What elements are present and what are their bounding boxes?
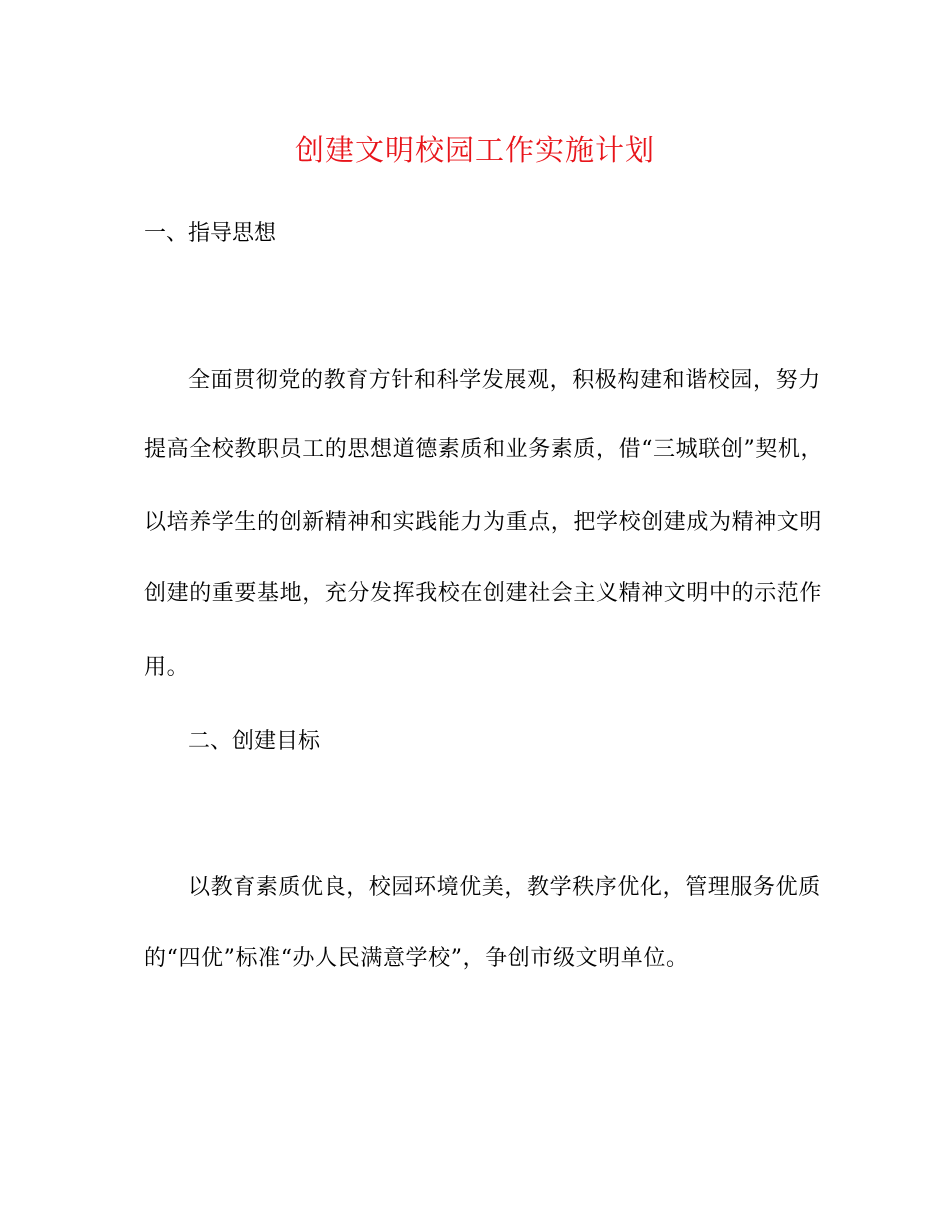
paragraph-line: 提高全校教职员工的思想道德素质和业务素质，借“三城联创”契机， xyxy=(144,437,824,462)
paragraph-line: 以教育素质优良，校园环境优美，教学秩序优化，管理服务优质 xyxy=(188,875,821,900)
section-heading-creation-goals: 二、创建目标 xyxy=(188,729,321,754)
document-title: 创建文明校园工作实施计划 xyxy=(294,133,655,167)
paragraph-line: 用。 xyxy=(144,655,190,680)
paragraph-line: 的“四优”标准“办人民满意学校”，争创市级文明单位。 xyxy=(144,946,689,971)
paragraph-line: 创建的重要基地，充分发挥我校在创建社会主义精神文明中的示范作 xyxy=(144,581,823,606)
section-heading-guiding-thought: 一、指导思想 xyxy=(144,221,277,246)
paragraph-line: 全面贯彻党的教育方针和科学发展观，积极构建和谐校园，努力 xyxy=(188,368,821,393)
paragraph-line: 以培养学生的创新精神和实践能力为重点，把学校创建成为精神文明 xyxy=(144,510,823,535)
